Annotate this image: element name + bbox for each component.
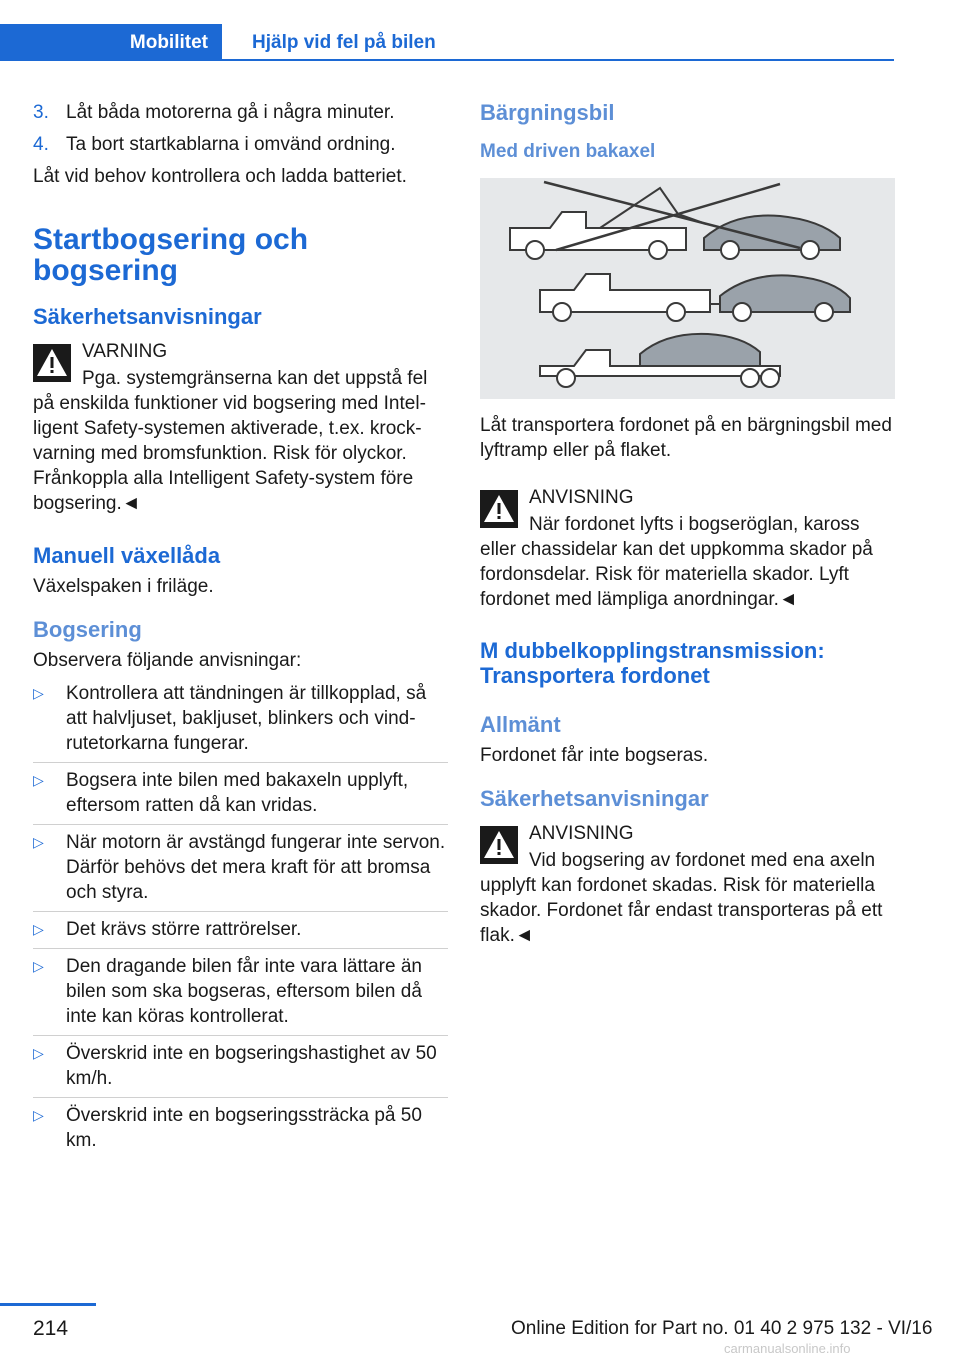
notice-lead: När fordonet lyfts i bogseröglan, kaross xyxy=(529,514,860,535)
towing-heading: Bogsering xyxy=(33,617,142,642)
general-heading: Allmänt xyxy=(480,712,561,737)
step-item: 4. Ta bort startkablarna i omvänd ordning. xyxy=(33,134,396,155)
bullet-icon: ▷ xyxy=(33,772,44,788)
safety-heading: Säkerhetsanvisningar xyxy=(33,304,262,329)
step-item: 3. Låt båda motorerna gå i några minuter. xyxy=(33,102,395,123)
warning-lead: Pga. systemgränserna kan det uppstå fel xyxy=(82,368,428,389)
warning-block xyxy=(33,339,448,516)
towing-intro: Observera följande anvisningar: xyxy=(33,650,302,671)
tow-truck-heading: Bärgningsbil xyxy=(480,100,615,125)
notice-label: ANVISNING xyxy=(529,487,634,508)
rear-axle-subheading: Med driven bakaxel xyxy=(480,141,656,162)
right-column xyxy=(480,100,895,948)
notice-block-2 xyxy=(480,821,895,948)
header-rule xyxy=(222,59,894,61)
towing-bullets xyxy=(33,676,448,1159)
bullet-icon: ▷ xyxy=(33,1107,44,1123)
general-text: Fordonet får inte bogseras. xyxy=(480,745,709,766)
tab-hjalp-vid-fel[interactable]: Hjälp vid fel på bilen xyxy=(252,31,436,53)
edition-text: Online Edition for Part no. 01 40 2 975 132 - VI/16 xyxy=(511,1318,933,1339)
manual-gearbox-text: Växelspaken i friläge. xyxy=(33,576,214,597)
tow-truck-illustration xyxy=(480,178,895,399)
notice-body: eller chassidelar kan det uppkomma skador på fordonsdelar. Risk för materiella skador. Lyft fordonet med lämpliga anordningar.◄ xyxy=(480,539,873,610)
figure-caption: Låt transportera fordonet på en bärgningsbil med lyftramp eller på flaket. xyxy=(480,415,892,461)
tab-mobilitet[interactable]: Mobilitet xyxy=(0,24,222,61)
list-item: ▷ Överskrid inte en bogseringssträcka på 50 km. xyxy=(33,1105,422,1151)
warning-triangle-icon xyxy=(33,344,71,382)
bullet-icon: ▷ xyxy=(33,685,44,701)
section-title: Startbogsering och bogsering xyxy=(33,223,309,287)
page-number: 214 xyxy=(33,1317,69,1340)
watermark: carmanualsonline.info xyxy=(724,1341,851,1356)
bullet-icon: ▷ xyxy=(33,834,44,850)
list-item: ▷ Bogsera inte bilen med bakaxeln upplyft, eftersom ratten då kan vridas. xyxy=(33,763,448,825)
notice-block xyxy=(480,485,895,612)
list-item: ▷ Överskrid inte en bogseringshastighet av 50 km/h. xyxy=(33,1036,448,1098)
notice-body: upplyft kan fordonet skadas. Risk för materiella skador. Fordonet får endast transporteras på ett flak.◄ xyxy=(480,875,883,946)
list-item: ▷ Kontrollera att tändningen är tillkopplad, så att halvljuset, bakljuset, blinkers och vindrutetorkarna fungerar. xyxy=(33,676,448,763)
warning-label: VARNING xyxy=(82,341,168,362)
footer-rule xyxy=(0,1303,96,1306)
warning-triangle-icon xyxy=(480,490,518,528)
list-item: ▷ När motorn är avstängd fungerar inte servon. Därför behövs det mera kraft för att bromsa och styra. xyxy=(33,825,448,912)
battery-note: Låt vid behov kontrollera och ladda batteriet. xyxy=(33,166,407,187)
bullet-icon: ▷ xyxy=(33,921,44,937)
notice-label: ANVISNING xyxy=(529,823,634,844)
list-item: ▷ Det krävs större rattrörelser. xyxy=(33,912,448,949)
list-item: ▷ Den dragande bilen får inte vara lättare än bilen som ska bogseras, eftersom bilen då inte kan köras kontrollerat. xyxy=(33,949,448,1036)
safety-heading-right: Säkerhetsanvisningar xyxy=(480,786,709,811)
manual-gearbox-heading: Manuell växellåda xyxy=(33,543,221,568)
tow-truck-drawing xyxy=(480,178,895,399)
step-list xyxy=(33,100,448,157)
notice-lead: Vid bogsering av fordonet med ena axeln xyxy=(529,850,876,871)
bullet-icon: ▷ xyxy=(33,1045,44,1061)
warning-body: på enskilda funktioner vid bogsering med Intelligent Safety-systemen aktiverade, t.ex. krockvarning med bromsfunktion. Risk för olyckor. Frånkoppla alla Intelligent Safety-system före bogsering.◄ xyxy=(33,393,426,514)
m-dct-heading: M dubbelkopplingstransmission: Transportera fordonet xyxy=(480,638,825,688)
left-column xyxy=(33,100,448,1159)
bullet-icon: ▷ xyxy=(33,958,44,974)
header-tabs xyxy=(0,24,436,61)
warning-triangle-icon xyxy=(480,826,518,864)
